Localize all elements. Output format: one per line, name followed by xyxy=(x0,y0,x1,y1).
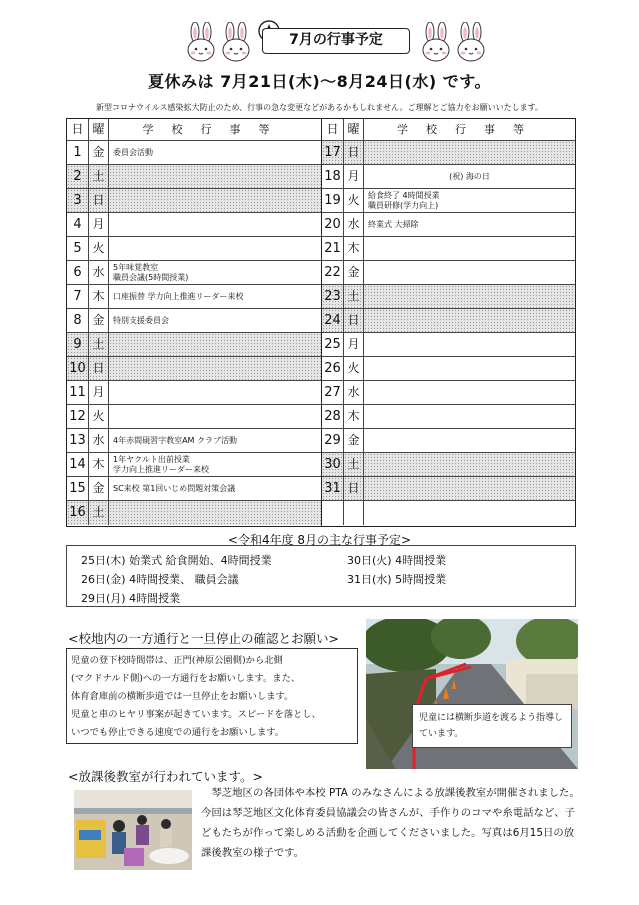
table-row xyxy=(67,213,321,237)
oneway-line: いつでも停止できる速度での通行をお願いします。 xyxy=(71,727,285,738)
events-cell xyxy=(109,189,321,212)
day-cell: 30 xyxy=(322,453,344,476)
august-title: <令和4年度 8月の主な行事予定> xyxy=(227,533,412,547)
august-item: 30日(火) 4時間授業 xyxy=(347,554,447,567)
bunny-icon xyxy=(419,22,453,62)
weekday-cell: 金 xyxy=(89,309,109,332)
august-item: 26日(金) 4時間授業、 職員会議 xyxy=(81,573,239,586)
event-text: 特別支援委員会 xyxy=(113,315,169,325)
table-row xyxy=(322,261,575,285)
day-cell: 5 xyxy=(67,237,89,260)
events-cell xyxy=(109,453,321,476)
table-row xyxy=(67,501,321,525)
day-cell: 12 xyxy=(67,405,89,428)
event-text: 終業式 大掃除 xyxy=(368,219,419,229)
table-row xyxy=(67,285,321,309)
table-row xyxy=(67,453,321,477)
table-row xyxy=(67,333,321,357)
day-cell: 19 xyxy=(322,189,344,212)
day-cell: 18 xyxy=(322,165,344,188)
table-row xyxy=(67,381,321,405)
table-row xyxy=(322,165,575,189)
events-cell xyxy=(364,285,575,308)
weekday-cell: 月 xyxy=(89,381,109,404)
events-cell xyxy=(364,333,575,356)
events-cell xyxy=(364,141,575,164)
events-cell xyxy=(109,357,321,380)
weekday-cell: 日 xyxy=(344,309,364,332)
day-cell: 20 xyxy=(322,213,344,236)
day-cell: 8 xyxy=(67,309,89,332)
header-events: 学校行事等 xyxy=(397,122,542,136)
weekday-cell: 月 xyxy=(344,165,364,188)
events-cell xyxy=(364,309,575,332)
event-text: 1年ヤクルト出前授業 xyxy=(113,454,190,464)
events-cell xyxy=(109,381,321,404)
day-cell: 28 xyxy=(322,405,344,428)
events-cell xyxy=(109,213,321,236)
day-cell: 10 xyxy=(67,357,89,380)
schedule-table xyxy=(66,118,576,527)
day-cell: 25 xyxy=(322,333,344,356)
weekday-cell: 月 xyxy=(89,213,109,236)
weekday-cell: 土 xyxy=(89,333,109,356)
covid-notice: 新型コロナウイルス感染拡大防止のため、行事の急な変更などがあるかもしれません。ご理解とご協力をお願いいたします。 xyxy=(95,103,544,112)
day-cell: 26 xyxy=(322,357,344,380)
weekday-cell: 日 xyxy=(89,357,109,380)
header-day: 日 xyxy=(67,119,89,140)
weekday-cell: 火 xyxy=(344,189,364,212)
day-cell: 4 xyxy=(67,213,89,236)
photo-caption: 児童には横断歩道を渡るよう指導しています。 xyxy=(412,704,572,748)
table-row xyxy=(322,333,575,357)
weekday-cell: 水 xyxy=(89,429,109,452)
table-row xyxy=(322,141,575,165)
table-row xyxy=(322,501,575,525)
schedule-left-half xyxy=(67,119,321,526)
day-cell: 13 xyxy=(67,429,89,452)
afterschool-description: 琴芝地区の各団体や本校 PTA のみなさんによる放課後教室が開催されました。今回は琴芝地区文化体育委員協議会の皆さんが、手作りのコマや糸電話など、子どもたちが作って楽しめる活動を企画してくださいました。写真は6月15日の放課後教室の様子です。 xyxy=(201,787,580,859)
events-cell xyxy=(109,405,321,428)
oneway-line: 児童と車のヒヤリ事案が起きています。スピードを落とし、 xyxy=(71,709,321,720)
schedule-right-half xyxy=(321,119,575,526)
header-weekday: 曜 xyxy=(344,119,364,140)
weekday-cell: 日 xyxy=(344,141,364,164)
events-cell xyxy=(364,237,575,260)
table-row xyxy=(322,285,575,309)
august-item: 25日(木) 始業式 給食開始、4時間授業 xyxy=(81,554,272,567)
table-header-row xyxy=(322,119,575,141)
day-cell: 21 xyxy=(322,237,344,260)
event-text: 委員会活動 xyxy=(113,147,153,157)
events-cell xyxy=(364,405,575,428)
table-row xyxy=(67,357,321,381)
oneway-title: <校地内の一方通行と一旦停止の確認とお願い> xyxy=(68,631,339,646)
weekday-cell: 水 xyxy=(344,381,364,404)
august-item: 29日(月) 4時間授業 xyxy=(81,592,181,605)
bunny-icon xyxy=(219,22,253,62)
events-cell xyxy=(364,357,575,380)
vacation-period: 夏休みは 7月21日(木)～8月24日(水) です。 xyxy=(148,72,491,91)
event-text: (祝) 海の日 xyxy=(449,171,490,181)
weekday-cell: 火 xyxy=(344,357,364,380)
weekday-cell: 木 xyxy=(89,453,109,476)
table-header-row xyxy=(67,119,321,141)
bunny-icon xyxy=(454,22,488,62)
table-row xyxy=(67,477,321,501)
weekday-cell: 日 xyxy=(89,189,109,212)
table-row xyxy=(322,237,575,261)
event-text: 給食終了 4時間授業 xyxy=(368,190,440,200)
weekday-cell: 土 xyxy=(344,453,364,476)
weekday-cell: 木 xyxy=(344,237,364,260)
header-weekday: 曜 xyxy=(89,119,109,140)
events-cell xyxy=(109,237,321,260)
events-cell xyxy=(109,165,321,188)
events-cell xyxy=(364,501,575,525)
day-cell: 11 xyxy=(67,381,89,404)
weekday-cell: 土 xyxy=(344,285,364,308)
table-row xyxy=(67,189,321,213)
weekday-cell: 土 xyxy=(89,501,109,525)
weekday-cell: 金 xyxy=(89,477,109,500)
weekday-cell: 水 xyxy=(89,261,109,284)
event-text: 口座振替 学力向上推進リーダー来校 xyxy=(113,291,244,301)
table-row xyxy=(322,429,575,453)
events-cell xyxy=(364,453,575,476)
table-row xyxy=(67,405,321,429)
events-cell xyxy=(364,261,575,284)
table-row xyxy=(67,237,321,261)
oneway-notice xyxy=(66,648,358,744)
event-text: 5年味覚教室 xyxy=(113,262,159,272)
table-row xyxy=(322,405,575,429)
weekday-cell: 火 xyxy=(89,237,109,260)
table-row xyxy=(67,165,321,189)
events-cell xyxy=(109,429,321,452)
events-cell xyxy=(364,477,575,500)
page-title: 7月の行事予定 xyxy=(262,28,410,54)
day-cell: 14 xyxy=(67,453,89,476)
day-cell: 2 xyxy=(67,165,89,188)
event-text: 学力向上推進リーダー来校 xyxy=(113,464,209,474)
weekday-cell: 火 xyxy=(89,405,109,428)
weekday-cell: 月 xyxy=(344,333,364,356)
events-cell xyxy=(109,501,321,525)
weekday-cell: 土 xyxy=(89,165,109,188)
day-cell: 29 xyxy=(322,429,344,452)
day-cell: 6 xyxy=(67,261,89,284)
oneway-line: 児童の登下校時間帯は、正門(神原公園側)から北側 xyxy=(71,655,283,666)
events-cell xyxy=(364,213,575,236)
oneway-line: 体育倉庫前の横断歩道では一旦停止をお願いします。 xyxy=(71,691,294,702)
weekday-cell: 木 xyxy=(89,285,109,308)
table-row xyxy=(67,309,321,333)
header-day: 日 xyxy=(322,119,344,140)
events-cell xyxy=(364,189,575,212)
weekday-cell: 日 xyxy=(344,477,364,500)
day-cell: 16 xyxy=(67,501,89,525)
table-row xyxy=(322,213,575,237)
events-cell xyxy=(109,333,321,356)
day-cell: 31 xyxy=(322,477,344,500)
bunny-icon xyxy=(184,22,218,62)
table-row xyxy=(67,261,321,285)
day-cell: 1 xyxy=(67,141,89,164)
day-cell: 27 xyxy=(322,381,344,404)
events-cell xyxy=(109,141,321,164)
event-text: 職員研修(学力向上) xyxy=(368,200,439,210)
weekday-cell: 水 xyxy=(344,213,364,236)
table-row xyxy=(322,453,575,477)
weekday-cell: 金 xyxy=(89,141,109,164)
afterschool-title: <放課後教室が行われています。> xyxy=(68,769,263,784)
weekday-cell: 金 xyxy=(344,261,364,284)
event-text: 4年赤間硯習字教室AM クラブ活動 xyxy=(113,435,238,445)
events-cell xyxy=(364,429,575,452)
day-cell: 7 xyxy=(67,285,89,308)
oneway-line: (マクドナルド側)への一方通行をお願いします。また、 xyxy=(71,673,301,684)
events-cell xyxy=(364,165,575,188)
afterschool-photo xyxy=(74,790,192,870)
august-schedule xyxy=(66,545,576,607)
table-row xyxy=(322,357,575,381)
events-cell xyxy=(109,285,321,308)
table-row xyxy=(322,309,575,333)
events-cell xyxy=(109,477,321,500)
events-cell xyxy=(109,261,321,284)
table-row xyxy=(322,381,575,405)
august-item: 31日(水) 5時間授業 xyxy=(347,573,447,586)
day-cell: 15 xyxy=(67,477,89,500)
page-header xyxy=(0,18,639,64)
weekday-cell: 金 xyxy=(344,429,364,452)
day-cell: 22 xyxy=(322,261,344,284)
table-row xyxy=(322,477,575,501)
weekday-cell xyxy=(344,501,364,525)
event-text: SC来校 第1回いじめ問題対策会議 xyxy=(113,483,236,493)
events-cell xyxy=(109,309,321,332)
table-row xyxy=(67,429,321,453)
weekday-cell: 木 xyxy=(344,405,364,428)
event-text: 職員会議(5時間授業) xyxy=(113,272,189,282)
day-cell: 17 xyxy=(322,141,344,164)
day-cell: 23 xyxy=(322,285,344,308)
day-cell: 3 xyxy=(67,189,89,212)
day-cell: 24 xyxy=(322,309,344,332)
table-row xyxy=(67,141,321,165)
table-row xyxy=(322,189,575,213)
events-cell xyxy=(364,381,575,404)
header-events: 学校行事等 xyxy=(142,122,288,136)
day-cell: 9 xyxy=(67,333,89,356)
day-cell xyxy=(322,501,344,525)
